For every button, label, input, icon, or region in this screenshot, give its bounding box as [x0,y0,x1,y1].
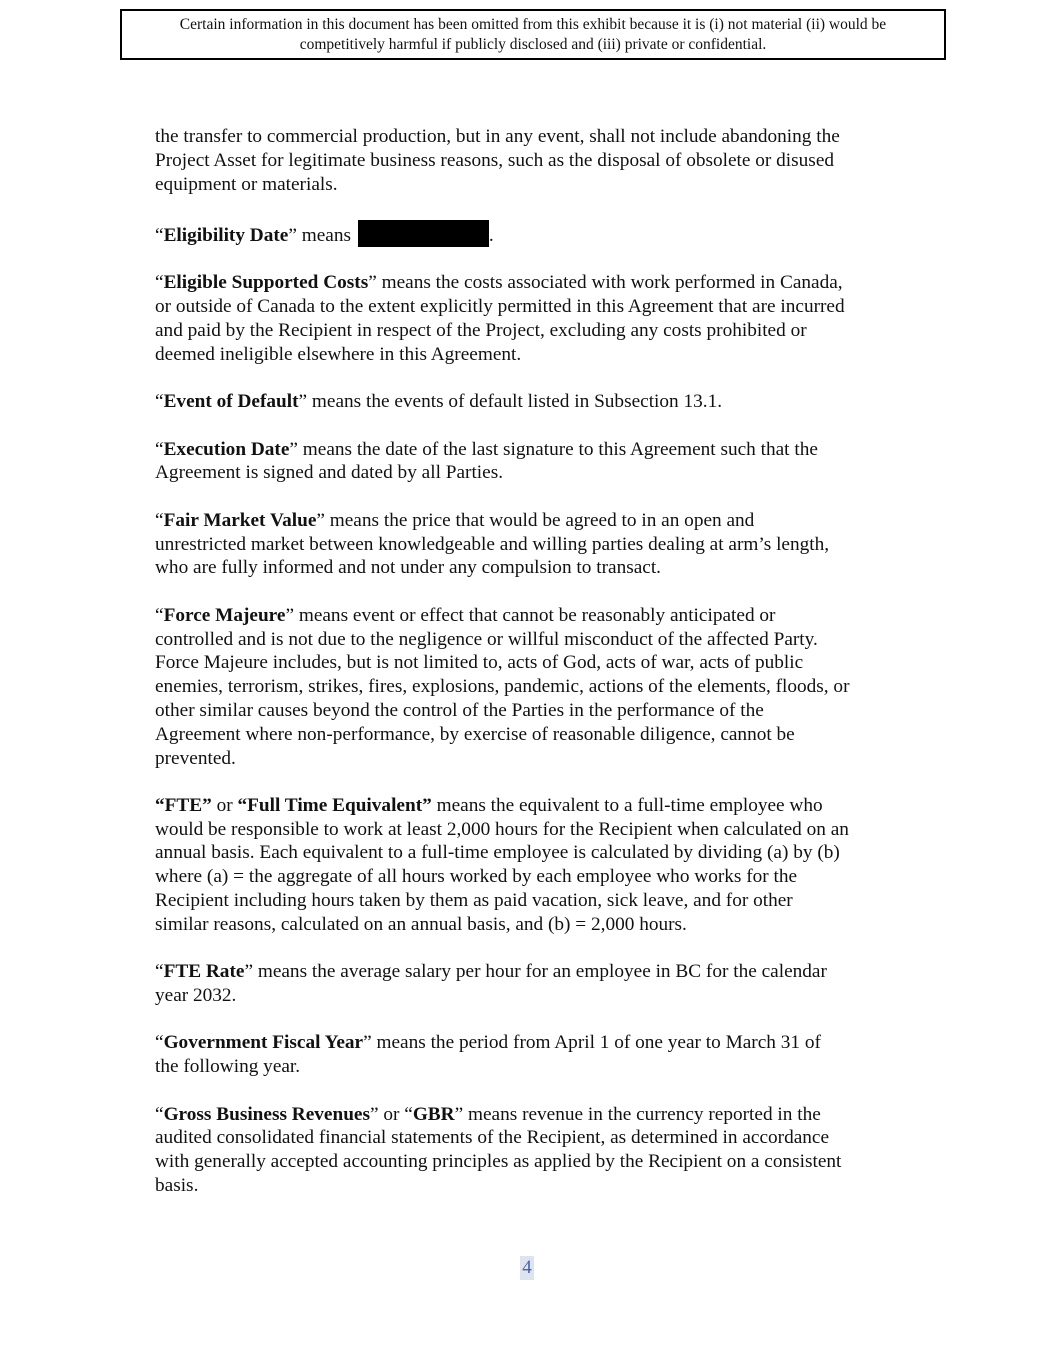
definition-fte: “FTE” or “Full Time Equivalent” means the equivalent to a full-time employee who would be responsible to work at least 2,000 hours for the Recipient when calculated on an annual basis. Each equivalent to a full-time employee is calculated by dividing (a) by (b) where (a) = the aggregate of all hours worked by each employee who works for the Recipient including hours taken by them as paid vacation, sick leave, and for other similar reasons, calculated on an annual basis, and (b) = 2,000 hours. [155,794,849,935]
notice-line-2: competitively harmful if publicly disclosed and (iii) private or confidential. [299,36,767,53]
notice-line-1: Certain information in this document has been omitted from this exhibit because it is (i) not material (ii) would be [179,16,887,33]
definition-government-fiscal-year: “Government Fiscal Year” means the period from April 1 of one year to March 31 of the following year. [155,1032,821,1078]
term-force-majeure: Force Majeure [163,604,286,626]
definition-execution-date: “Execution Date” means the date of the last signature to this Agreement such that the Agreement is signed and dated by all Parties. [155,438,818,484]
term-gbr: GBR [412,1103,455,1125]
term-event-of-default: Event of Default [163,391,299,413]
definition-eligible-supported-costs: “Eligible Supported Costs” means the costs associated with work performed in Canada, or outside of Canada to the extent explicitly permitted in this Agreement that are incurred and paid by the Recipient in respect of the Project, excluding any costs prohibited or deemed ineligible elsewhere in this Agreement. [155,272,845,365]
intro-paragraph: the transfer to commercial production, but in any event, shall not include abandoning the Project Asset for legitimate business reasons, such as the disposal of obsolete or disused equipment or materials. [155,126,840,195]
term-full-time-equivalent: “Full Time Equivalent” [237,794,432,816]
document-body [155,125,907,1221]
term-government-fiscal-year: Government Fiscal Year [163,1032,364,1054]
definition-fte-rate: “FTE Rate” means the average salary per hour for an employee in BC for the calendar year 2032. [155,961,827,1007]
definition-gross-business-revenues: “Gross Business Revenues” or “GBR” means revenue in the currency reported in the audited consolidated financial statements of the Recipient, as determined in accordance with generally accepted accounting principles as applied by the Recipient on a consistent basis. [155,1103,842,1197]
definition-fair-market-value: “Fair Market Value” means the price that would be agreed to in an open and unrestricted market between knowledgeable and willing parties dealing at arm’s length, who are fully informed and not under any compulsion to transact. [155,509,830,579]
term-eligible-supported-costs: Eligible Supported Costs [163,272,369,294]
definition-eligibility-date: “Eligibility Date” means . [155,220,907,248]
page-number: 4 [520,1256,534,1280]
term-execution-date: Execution Date [163,438,290,460]
redaction-block [358,220,489,247]
definition-force-majeure: “Force Majeure” means event or effect that cannot be reasonably anticipated or controlled and is not due to the negligence or willful misconduct of the affected Party. Force Majeure includes, but is not limited to, acts of God, acts of war, acts of public enemies, terrorism, strikes, fires, explosions, pandemic, actions of the elements, floods, or other similar causes beyond the control of the Parties in the performance of the Agreement where non-performance, by exercise of reasonable diligence, cannot be prevented. [155,604,850,769]
term-fair-market-value: Fair Market Value [163,509,317,531]
confidentiality-notice [120,9,946,60]
term-fte-rate: FTE Rate [163,961,245,983]
definition-event-of-default: “Event of Default” means the events of default listed in Subsection 13.1. [155,391,723,413]
term-fte: “FTE” [155,794,212,816]
term-eligibility-date: Eligibility Date [163,224,289,246]
term-gross-business-revenues: Gross Business Revenues [163,1103,370,1125]
